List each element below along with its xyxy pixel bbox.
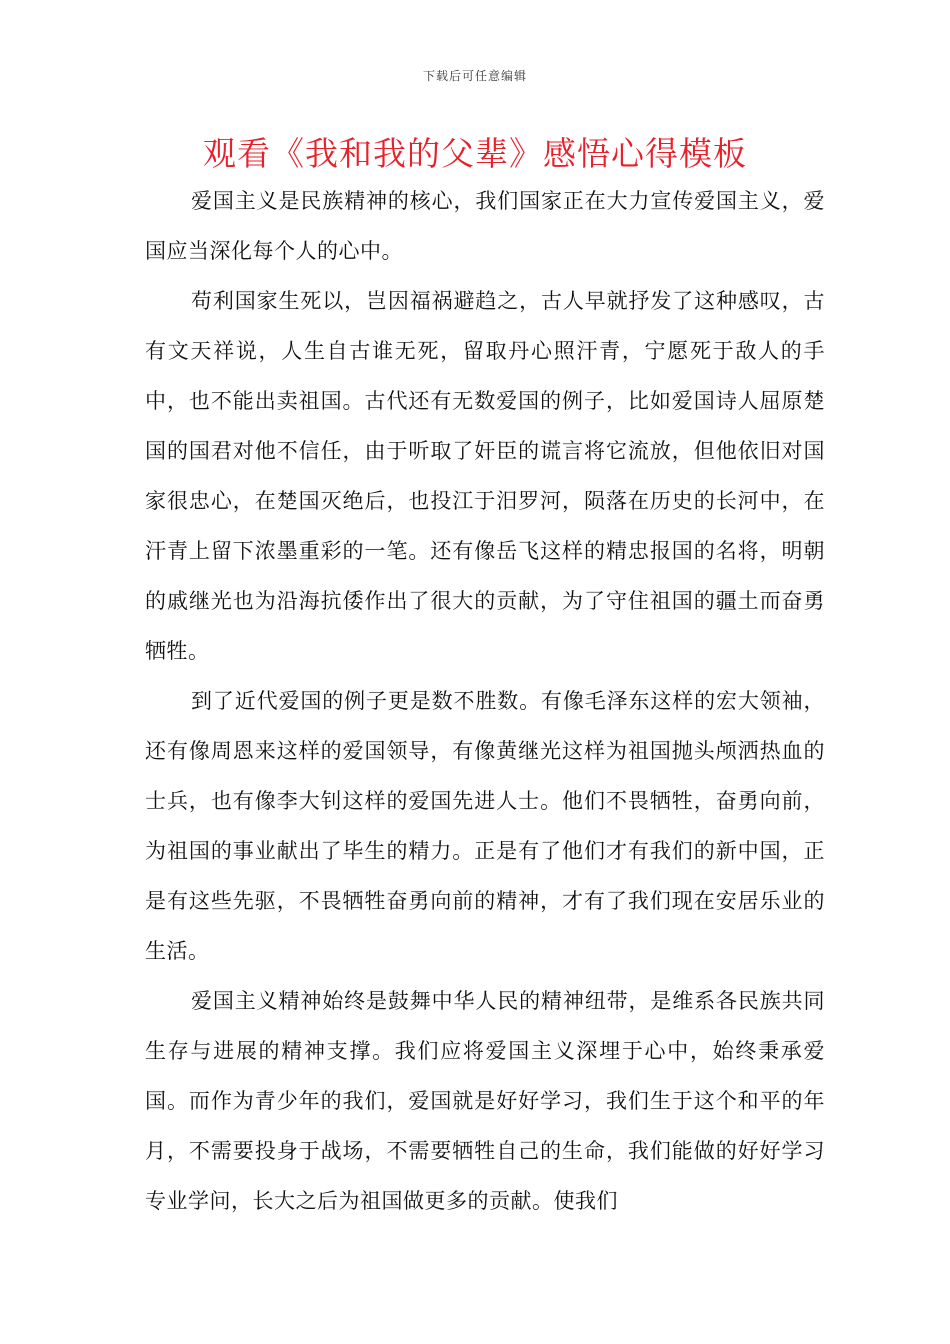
document-title: 观看《我和我的父辈》感悟心得模板 [203, 134, 747, 173]
header-note: 下载后可任意编辑 [422, 69, 527, 83]
paragraph-4: 爱国主义精神始终是鼓舞中华人民的精神纽带，是维系各民族共同生存与进展的精神支撑。我们应将爱国主义深埋于心中，始终秉承爱国。而作为青少年的我们，爱国就是好好学习，我们生于这个和平的年月，不需要投身于战场，不需要牺牲自己的生命，我们能做的好好学习专业学问，长大之后为祖国做更多的贡献。使我们 [145, 989, 825, 1213]
paragraph-2: 苟利国家生死以，岂因福祸避趋之，古人早就抒发了这种感叹，古有文天祥说，人生自古谁无死，留取丹心照汗青，宁愿死于敌人的手中，也不能出卖祖国。古代还有无数爱国的例子，比如爱国诗人屈原楚国的国君对他不信任，由于听取了奸臣的谎言将它流放，但他依旧对国家很忠心，在楚国灭绝后，也投江于汨罗河，陨落在历史的长河中，在汗青上留下浓墨重彩的一笔。还有像岳飞这样的精忠报国的名将，明朝的戚继光也为沿海抗倭作出了很大的贡献，为了守住祖国的疆土而奋勇牺牲。 [145, 289, 825, 663]
document-body [145, 176, 825, 1226]
paragraph-1: 爱国主义是民族精神的核心，我们国家正在大力宣传爱国主义，爱国应当深化每个人的心中。 [145, 189, 825, 263]
paragraph-3: 到了近代爱国的例子更是数不胜数。有像毛泽东这样的宏大领袖，还有像周恩来这样的爱国领导，有像黄继光这样为祖国抛头颅洒热血的士兵，也有像李大钊这样的爱国先进人士。他们不畏牺牲，奋勇向前，为祖国的事业献出了毕生的精力。正是有了他们才有我们的新中国，正是有这些先驱，不畏牺牲奋勇向前的精神，才有了我们现在安居乐业的生活。 [145, 689, 825, 963]
